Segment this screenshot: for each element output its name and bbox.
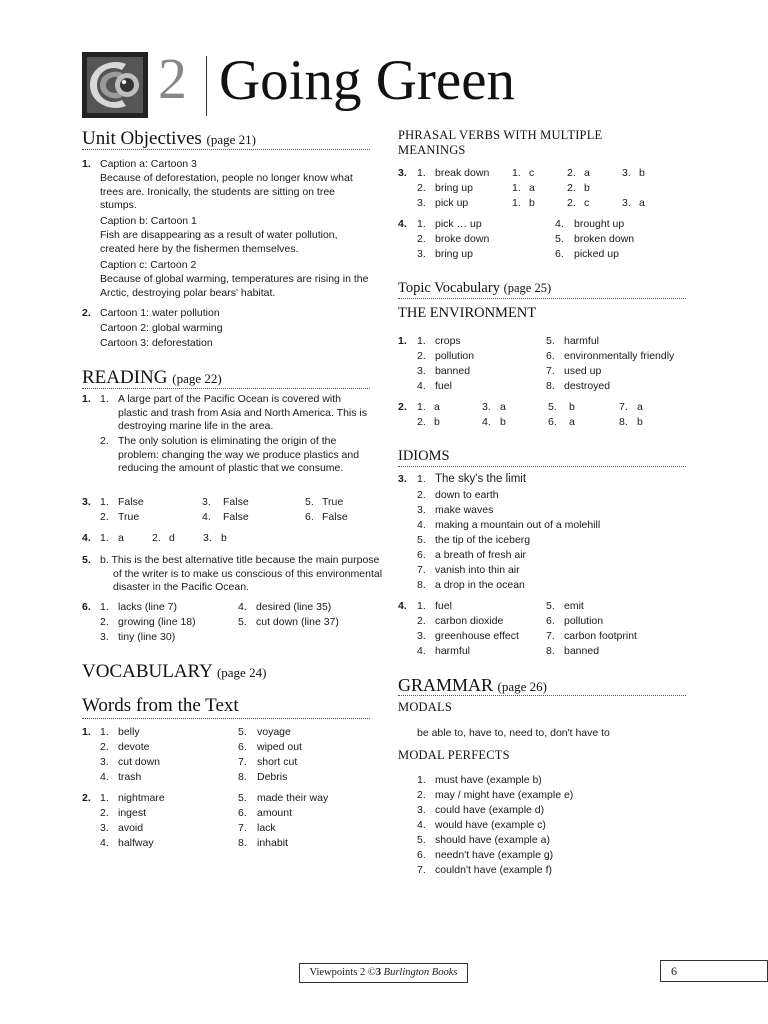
answer: a: [639, 197, 645, 209]
answer: banned: [435, 365, 471, 377]
item-number: 6.: [305, 511, 314, 523]
question-number: 2.: [82, 307, 91, 319]
item-number: 1.: [417, 774, 426, 786]
answer: could have (example d): [435, 804, 545, 816]
item-number: 1.: [417, 167, 426, 179]
answer: inhabit: [257, 837, 288, 849]
answer: a: [584, 167, 590, 179]
item-number: 2.: [567, 197, 576, 209]
question-number: 4.: [398, 600, 407, 612]
answer: b: [584, 182, 590, 194]
caption-c-text: Because of global warming, temperatures are rising in the Arctic, destroying polar bears' habitat.: [100, 273, 369, 299]
answer: may / might have (example e): [435, 789, 574, 801]
answer: True: [118, 511, 140, 523]
caption-b-text: Fish are disappearing as a result of water pollution, created here by the fishermen themselves.: [100, 229, 338, 255]
answer: tiny (line 30): [118, 631, 176, 643]
item-number: 2.: [417, 489, 426, 501]
item-number: 3.: [417, 248, 426, 260]
answer: b: [221, 532, 227, 544]
item-number: 3.: [417, 804, 426, 816]
dotted-rule: [82, 149, 370, 150]
item-number: 1.: [100, 601, 109, 613]
list-item: Cartoon 2: global warming: [100, 322, 223, 334]
answer: must have (example b): [435, 774, 542, 786]
item-number: 1.: [417, 401, 426, 413]
answer: growing (line 18): [118, 616, 196, 628]
item-number: 3.: [203, 532, 212, 544]
item-number: 4.: [100, 771, 109, 783]
answer: a: [637, 401, 643, 413]
item-number: 5.: [417, 834, 426, 846]
item-number: 6.: [238, 807, 247, 819]
answer: halfway: [118, 837, 154, 849]
answer: bring up: [435, 248, 473, 260]
item-number: 3.: [622, 197, 631, 209]
dotted-rule: [398, 466, 686, 467]
answer: desired (line 35): [256, 601, 332, 613]
answer: b: [434, 416, 440, 428]
item-number: 3.: [202, 496, 211, 508]
answer: carbon footprint: [564, 630, 637, 642]
item-number: 3.: [622, 167, 631, 179]
answer: lacks (line 7): [118, 601, 177, 613]
item-number: 2.: [417, 615, 426, 627]
answer: c: [529, 167, 535, 179]
environment-heading: THE ENVIRONMENT: [398, 305, 537, 321]
question-number: 1.: [82, 393, 91, 405]
item-number: 6.: [548, 416, 557, 428]
answer: harmful: [435, 645, 471, 657]
item-number: 3.: [417, 630, 426, 642]
answer: False: [223, 496, 249, 508]
answer: ingest: [118, 807, 147, 819]
answer: fuel: [435, 600, 452, 612]
answer: making a mountain out of a molehill: [435, 519, 601, 531]
answer: broken down: [574, 233, 635, 245]
grammar-heading: GRAMMAR (page 26): [398, 675, 547, 695]
answer: amount: [257, 807, 293, 819]
answer: a: [500, 401, 506, 413]
item-number: 8.: [546, 645, 555, 657]
answer: picked up: [574, 248, 619, 260]
answer: a breath of fresh air: [435, 549, 527, 561]
item-number: 1.: [417, 218, 426, 230]
item-number: 3.: [100, 631, 109, 643]
item-number: 2.: [417, 789, 426, 801]
item-number: 2.: [100, 435, 109, 447]
answer: vanish into thin air: [435, 564, 520, 576]
question-number: 2.: [398, 401, 407, 413]
item-number: 3.: [100, 822, 109, 834]
question-number: 3.: [82, 496, 91, 508]
question-number: 4.: [82, 532, 91, 544]
answer: wiped out: [257, 741, 302, 753]
answer: cut down: [118, 756, 161, 768]
answer: b: [637, 416, 643, 428]
question-number: 1.: [82, 158, 91, 170]
item-number: 2.: [100, 807, 109, 819]
answer: False: [118, 496, 144, 508]
item-number: 2.: [152, 532, 161, 544]
item-number: 2.: [567, 167, 576, 179]
question-number: 1.: [82, 726, 91, 738]
dotted-rule: [398, 298, 686, 299]
title-separator: [206, 56, 207, 116]
item-number: 5.: [546, 335, 555, 347]
question-number: 3.: [398, 473, 407, 485]
item-number: 5.: [238, 726, 247, 738]
item-number: 7.: [417, 564, 426, 576]
item-number: 8.: [619, 416, 628, 428]
question-number: 3.: [398, 167, 407, 179]
caption-a-label: Caption a: Cartoon 3: [100, 158, 197, 170]
item-number: 7.: [238, 822, 247, 834]
item-number: 6.: [546, 350, 555, 362]
answer: the tip of the iceberg: [435, 534, 531, 546]
item-number: 4.: [417, 380, 426, 392]
answer: trash: [118, 771, 142, 783]
answer: used up: [564, 365, 602, 377]
item-number: 3.: [417, 504, 426, 516]
answer: c: [584, 197, 590, 209]
answer: make waves: [435, 504, 494, 516]
answer: couldn't have (example f): [435, 864, 552, 876]
answer: bring up: [435, 182, 473, 194]
answer: needn't have (example g): [435, 849, 554, 861]
item-number: 2.: [417, 182, 426, 194]
answer: False: [322, 511, 348, 523]
answer: voyage: [257, 726, 291, 738]
caption-c-label: Caption c: Cartoon 2: [100, 259, 197, 271]
item-number: 4.: [417, 519, 426, 531]
answer: b: [569, 401, 575, 413]
item-number: 4.: [417, 819, 426, 831]
answer: crops: [435, 335, 461, 347]
answer: pollution: [564, 615, 604, 627]
answer: a: [434, 401, 440, 413]
answer: down to earth: [435, 489, 499, 501]
phrasal-verbs-heading: PHRASAL VERBS WITH MULTIPLE: [398, 128, 603, 142]
footer-credit: Viewpoints 2 ©3 Burlington Books: [299, 963, 468, 983]
idioms-heading: IDIOMS: [398, 448, 450, 464]
answer: False: [223, 511, 249, 523]
item-number: 5.: [548, 401, 557, 413]
answer: environmentally friendly: [564, 350, 675, 362]
modals-heading: MODALS: [398, 700, 452, 714]
answer: Debris: [257, 771, 288, 783]
topic-vocabulary-heading: Topic Vocabulary (page 25): [398, 280, 552, 296]
answer: True: [322, 496, 344, 508]
vocabulary-heading: VOCABULARY (page 24): [82, 661, 267, 682]
item-number: 4.: [417, 645, 426, 657]
item-number: 1.: [512, 167, 521, 179]
dotted-rule: [82, 718, 370, 719]
item-number: 8.: [238, 837, 247, 849]
answer: would have (example c): [435, 819, 546, 831]
item-number: 6.: [238, 741, 247, 753]
answer: a: [529, 182, 535, 194]
item-number: 1.: [417, 600, 426, 612]
answer: cut down (line 37): [256, 616, 339, 628]
item-number: 2.: [100, 741, 109, 753]
words-from-text-heading: Words from the Text: [82, 695, 239, 716]
list-item: Cartoon 3: deforestation: [100, 337, 213, 349]
reading-heading: READING (page 22): [82, 367, 222, 388]
answer: nightmare: [118, 792, 165, 804]
answer: b: [639, 167, 645, 179]
item-number: 6.: [555, 248, 564, 260]
item-number: 3.: [417, 365, 426, 377]
answer: should have (example a): [435, 834, 550, 846]
item-number: 8.: [238, 771, 247, 783]
item-number: 2.: [100, 616, 109, 628]
question-number: 5.: [82, 554, 91, 566]
item-number: 1.: [100, 496, 109, 508]
item-number: 5.: [238, 792, 247, 804]
page-number: 6: [671, 964, 677, 978]
item-number: 2.: [417, 233, 426, 245]
item-number: 8.: [417, 579, 426, 591]
question-number: 4.: [398, 218, 407, 230]
item-number: 7.: [417, 864, 426, 876]
item-number: 2.: [567, 182, 576, 194]
item-number: 7.: [238, 756, 247, 768]
answer: short cut: [257, 756, 298, 768]
item-number: 6.: [546, 615, 555, 627]
item-number: 1.: [100, 726, 109, 738]
item-number: 1.: [417, 335, 426, 347]
item-number: 4.: [202, 511, 211, 523]
item-number: 3.: [417, 197, 426, 209]
answer: carbon dioxide: [435, 615, 504, 627]
caption-a-text: Because of deforestation, people no longer know what trees are. Ironically, the students are sitting on tree stumps.: [100, 172, 353, 212]
list-item: Cartoon 1: water pollution: [100, 307, 220, 319]
answer: a drop in the ocean: [435, 579, 525, 591]
answer: pick up: [435, 197, 469, 209]
answer: pick … up: [435, 218, 482, 230]
answer: a: [118, 532, 124, 544]
answer: harmful: [564, 335, 600, 347]
answer: made their way: [257, 792, 329, 804]
item-number: 3.: [100, 756, 109, 768]
item-number: 6.: [417, 849, 426, 861]
caption-b-label: Caption b: Cartoon 1: [100, 215, 197, 227]
item-number: 4.: [482, 416, 491, 428]
answer: destroyed: [564, 380, 611, 392]
answer: avoid: [118, 822, 144, 834]
answer-text: The only solution is eliminating the origin of the problem: changing the way we produce plastics and reducing the amount of plastic that we consume.: [118, 435, 360, 475]
item-number: 1.: [512, 197, 521, 209]
item-number: 5.: [238, 616, 247, 628]
item-number: 1.: [100, 792, 109, 804]
unit-number: 2: [158, 46, 187, 111]
eye-logo-icon: [82, 52, 148, 118]
item-number: 4.: [100, 837, 109, 849]
item-number: 8.: [546, 380, 555, 392]
answer: emit: [564, 600, 584, 612]
item-number: 1.: [100, 532, 109, 544]
answer: banned: [564, 645, 600, 657]
question-number: 2.: [82, 792, 91, 804]
item-number: 2.: [100, 511, 109, 523]
answer: fuel: [435, 380, 452, 392]
page-number-box: [660, 960, 768, 982]
item-number: 1.: [417, 473, 426, 485]
answer: b: [529, 197, 535, 209]
dotted-rule: [82, 388, 370, 389]
item-number: 3.: [482, 401, 491, 413]
item-number: 7.: [546, 630, 555, 642]
item-number: 2.: [417, 416, 426, 428]
question-number: 6.: [82, 601, 91, 613]
unit-logo: [82, 52, 148, 118]
dotted-rule: [398, 695, 686, 696]
item-number: 4.: [238, 601, 247, 613]
item-number: 5.: [555, 233, 564, 245]
unit-objectives-heading: Unit Objectives (page 21): [82, 128, 256, 149]
answer: b: [500, 416, 506, 428]
item-number: 2.: [417, 350, 426, 362]
answer-text: A large part of the Pacific Ocean is covered with plastic and trash from Asia and North America. This is destroying marine life in the area.: [118, 393, 367, 433]
unit-title: Going Green: [219, 49, 515, 112]
item-number: 7.: [619, 401, 628, 413]
item-number: 1.: [100, 393, 109, 405]
answer-text: b. This is the best alternative title because the main purpose of the writer is to make us conscious of this environmental disaster in the Pacific Ocean.: [100, 554, 383, 594]
answer: lack: [257, 822, 276, 834]
answer: d: [169, 532, 175, 544]
answer: devote: [118, 741, 150, 753]
answer: pollution: [435, 350, 475, 362]
phrasal-verbs-heading-2: MEANINGS: [398, 143, 466, 157]
item-number: 5.: [305, 496, 314, 508]
answer: break down: [435, 167, 490, 179]
item-number: 5.: [417, 534, 426, 546]
answer: The sky's the limit: [435, 473, 527, 485]
modals-text: be able to, have to, need to, don't have to: [417, 727, 610, 739]
item-number: 6.: [417, 549, 426, 561]
modal-perfects-heading: MODAL PERFECTS: [398, 748, 510, 762]
answer: broke down: [435, 233, 490, 245]
answer: belly: [118, 726, 140, 738]
item-number: 4.: [555, 218, 564, 230]
answer: greenhouse effect: [435, 630, 519, 642]
item-number: 1.: [512, 182, 521, 194]
answer: brought up: [574, 218, 625, 230]
answer: a: [569, 416, 575, 428]
question-number: 1.: [398, 335, 407, 347]
item-number: 5.: [546, 600, 555, 612]
item-number: 7.: [546, 365, 555, 377]
